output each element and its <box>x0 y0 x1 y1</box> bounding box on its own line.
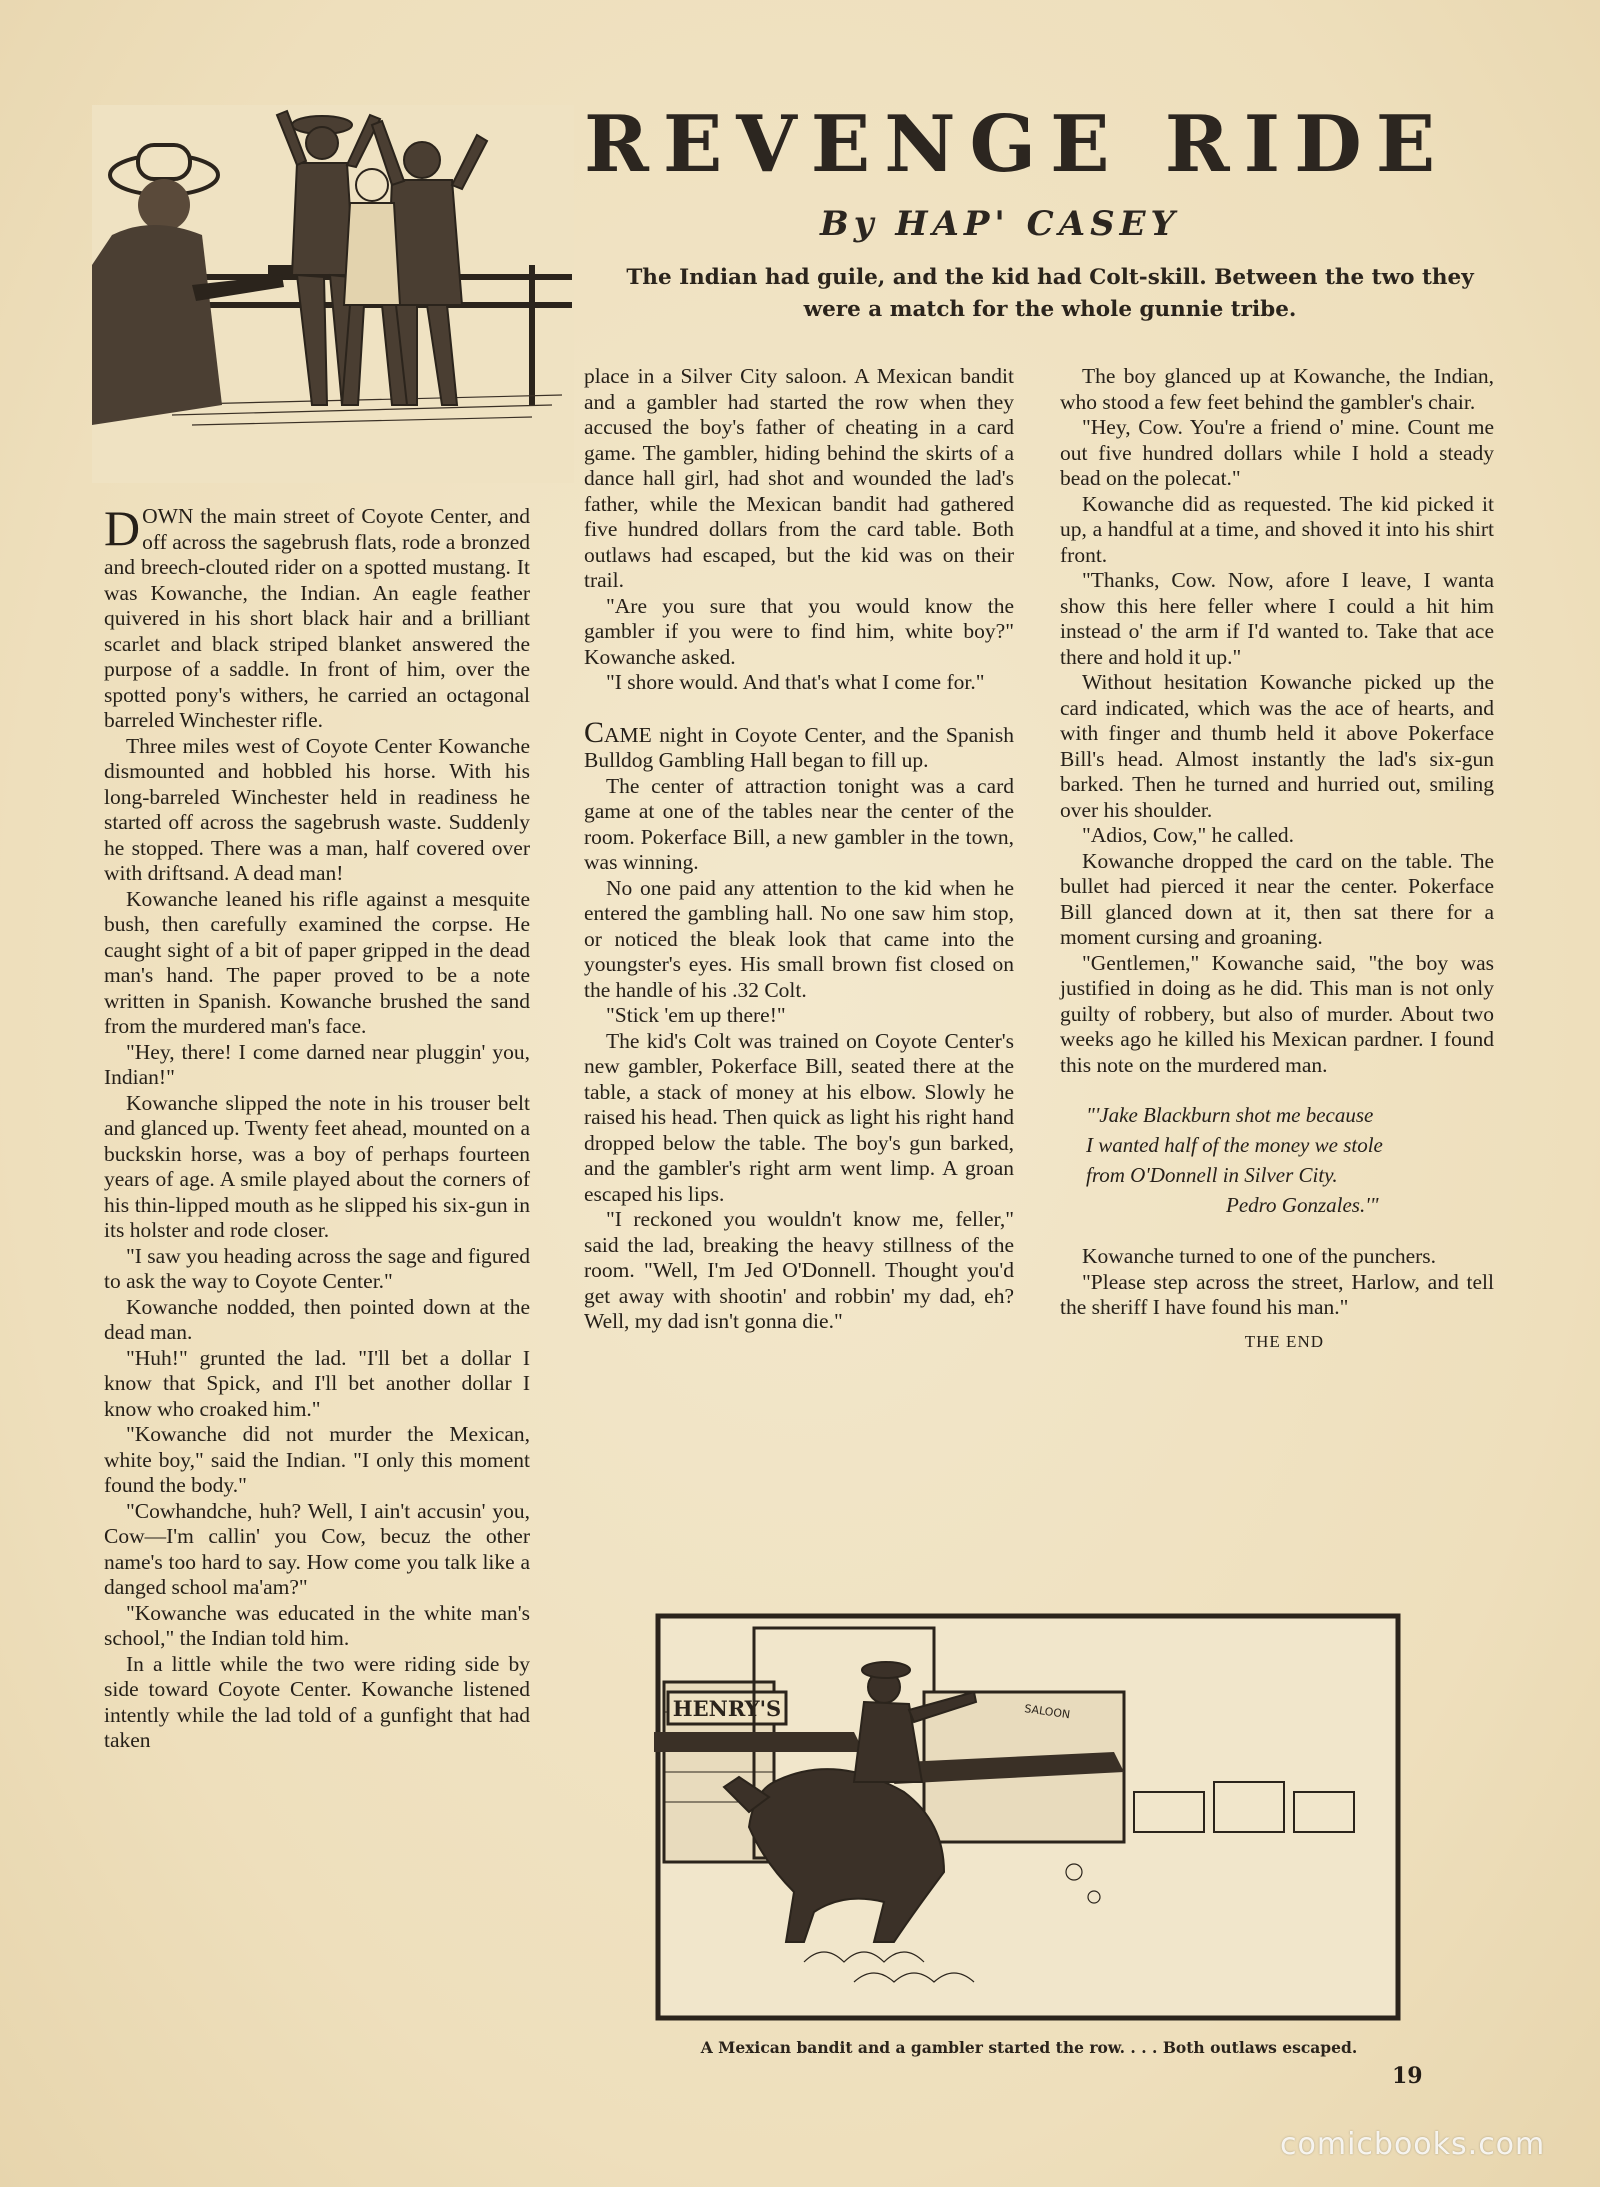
paragraph: "Thanks, Cow. Now, afore I leave, I wanta show this here feller where I could a hit him instead o' the arm if I'd wanted to. Take that ace there and hold it up." <box>1060 568 1494 669</box>
paragraph: Without hesitation Kowanche picked up the card indicated, which was the ace of hearts, and with finger and thumb held it above Pokerface Bill's head. Almost instantly the lad's six-gun barked. Then he turned and hurried out, smiling over his shoulder. <box>1060 670 1494 822</box>
paragraph: Kowanche did as requested. The kid picked it up, a handful at a time, and shoved it into his shirt front. <box>1060 491 1494 567</box>
paragraph: "Are you sure that you would know the gambler if you were to find him, white boy?" Kowanche asked. <box>584 593 1014 669</box>
murder-note <box>1060 1100 1494 1220</box>
section-cap: C <box>584 715 605 749</box>
column-2 <box>584 364 1014 1335</box>
paragraph: DOWN the main street of Coyote Center, and off across the sagebrush flats, rode a bronzed and breech-clouted rider on a spotted mustang. It was Kowanche, the Indian. An eagle feather quivered in his short black hair and a brilliant scarlet and black striped blanket answered the purpose of a saddle. In front of him, over the spotted pony's withers, he carried an octagonal barreled Winchester rifle. <box>104 500 530 732</box>
paragraph: place in a Silver City saloon. A Mexican bandit and a gambler had started the row when they accused the boy's father of cheating in a card game. The gambler, hiding behind the skirts of a dance hall girl, had shot and wounded the lad's father, while the Mexican bandit had gathered five hundred dollars from the card table. Both outlaws had escaped, but the kid was on their trail. <box>584 364 1014 592</box>
paragraph: The center of attraction tonight was a card game at one of the tables near the center of the room. Pokerface Bill, a new gambler in the town, was winning. <box>584 773 1014 874</box>
paragraph: Kowanche nodded, then pointed down at the dead man. <box>104 1294 530 1344</box>
paragraph: Kowanche turned to one of the punchers. <box>1082 1244 1437 1268</box>
paragraph: Three miles west of Coyote Center Kowanche dismounted and hobbled his horse. With his long-barreled Winchester held in readiness he started off across the sagebrush waste. Suddenly he stopped. There was a man, half covered over with driftsand. A dead man! <box>104 733 530 885</box>
henrys-sign: HENRY'S <box>672 1696 782 1721</box>
column-1 <box>104 500 531 1754</box>
paragraph: "I reckoned you wouldn't know me, feller," said the lad, breaking the heavy stillness of the room. "Well, I'm Jed O'Donnell. Thought you'd get away with shootin' and robbin' my dad, eh? Well, my dad isn't gonna die." <box>584 1207 1014 1333</box>
site-watermark: comicbooks.com <box>1280 2127 1546 2162</box>
paragraph: In a little while the two were riding side by side toward Coyote Center. Kowanche listened intently while the lad told of a gunfight that had taken <box>104 1651 530 1752</box>
paragraph: Kowanche slipped the note in his trouser belt and glanced up. Twenty feet ahead, mounted on a buckskin horse, was a boy of perhaps fourteen years of age. A smile played about the corners of his thin-lipped mouth as he slipped his six-gun in its holster and rode closer. <box>104 1090 530 1242</box>
story-blurb: The Indian had guile, and the kid had Colt-skill. Between the two they were a match for the whole gunnie tribe. <box>626 265 1474 322</box>
page-number: 19 <box>1392 2063 1423 2089</box>
note-line: "'Jake Blackburn shot me because <box>1086 1103 1374 1127</box>
paragraph: "I shore would. And that's what I come for." <box>606 670 985 694</box>
holdup-illustration <box>92 105 574 483</box>
paragraph: "Kowanche was educated in the white man's school," the Indian told him. <box>104 1600 530 1650</box>
paragraph: "I saw you heading across the sage and figured to ask the way to Coyote Center." <box>104 1243 531 1293</box>
paragraph: No one paid any attention to the kid when he entered the gambling hall. No one saw him stop, or noticed the bleak look that came into the youngster's eyes. His small brown fist closed on the handle of his .32 Colt. <box>584 875 1014 1002</box>
paragraph: "Kowanche did not murder the Mexican, white boy," said the Indian. "I only this moment found the body." <box>104 1422 530 1497</box>
column-3 <box>1060 364 1494 1354</box>
paragraph: CAME night in Coyote Center, and the Spanish Bulldog Gambling Hall began to fill up. <box>584 715 1014 772</box>
saloon-sign: SALOON <box>1023 1702 1071 1722</box>
paragraph: "Please step across the street, Harlow, and tell the sheriff I have found his man." <box>1060 1269 1494 1319</box>
paragraph: Kowanche dropped the card on the table. The bullet had pierced it near the center. Pokerface Bill glanced down at it, then sat there for a moment cursing and groaning. <box>1060 848 1494 949</box>
paragraph: "Cowhandche, huh? Well, I ain't accusin' you, Cow—I'm callin' you Cow, becuz the other name's too hard to say. How come you talk like a danged school ma'am?" <box>104 1498 530 1599</box>
paragraph: The kid's Colt was trained on Coyote Center's new gambler, Pokerface Bill, seated there at the table, a stack of money at his elbow. Slowly he raised his head. Then quick as light his right hand dropped below the table. The boy's gun barked, and the gambler's right arm went limp. A groan escaped his lips. <box>584 1028 1014 1206</box>
paragraph: "Hey, Cow. You're a friend o' mine. Count me out five hundred dollars while I hold a steady bead on the polecat." <box>1060 415 1494 490</box>
story-title: REVENGE RIDE <box>584 99 1450 190</box>
note-line: from O'Donnell in Silver City. <box>1086 1163 1338 1187</box>
note-line: I wanted half of the money we stole <box>1086 1133 1383 1157</box>
saloon-illustration <box>654 1612 1402 2022</box>
paragraph: "Gentlemen," Kowanche said, "the boy was justified in doing as he did. This man is not only guilty of robbery, but also of murder. About two weeks ago he killed his Mexican pardner. I found this note on the murdered man. <box>1060 950 1494 1077</box>
paragraph: "Hey, there! I come darned near pluggin' you, Indian!" <box>104 1039 530 1089</box>
paragraph: Kowanche leaned his rifle against a mesquite bush, then carefully examined the corpse. He caught sight of a bit of paper gripped in the dead man's hand. The paper proved to be a note written in Spanish. Kowanche brushed the sand from the murdered man's face. <box>104 886 530 1038</box>
note-signature: Pedro Gonzales.'" <box>1226 1193 1379 1217</box>
paragraph: The boy glanced up at Kowanche, the Indian, who stood a few feet behind the gambler's chair. <box>1060 364 1494 414</box>
the-end: THE END <box>1244 1331 1324 1351</box>
byline: By HAP' CASEY <box>820 204 1180 244</box>
paragraph: "Adios, Cow," he called. <box>1082 823 1295 847</box>
illustration-caption: A Mexican bandit and a gambler started the row. . . . Both outlaws escaped. <box>700 2038 1358 2057</box>
drop-cap: D <box>104 500 141 556</box>
paragraph: "Huh!" grunted the lad. "I'll bet a dollar I know that Spick, and I'll bet another dollar I know who croaked him." <box>104 1345 530 1421</box>
paragraph: "Stick 'em up there!" <box>606 1003 786 1027</box>
